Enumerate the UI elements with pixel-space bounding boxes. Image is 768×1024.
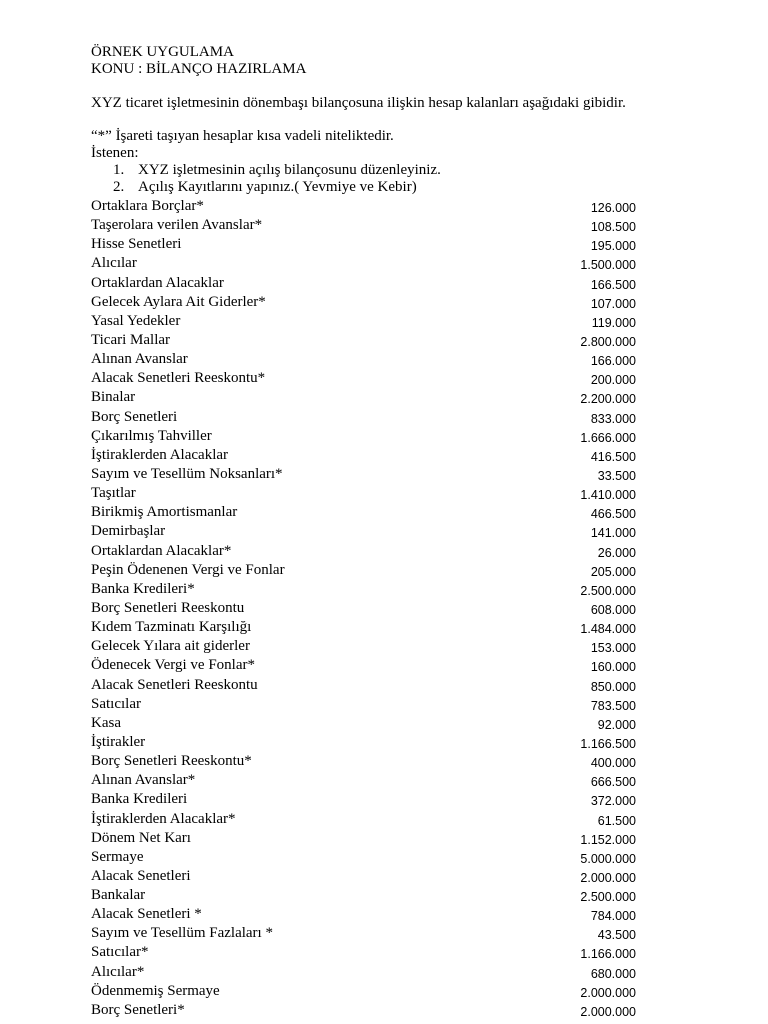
account-name: Ticari Mallar xyxy=(91,331,171,348)
requested-item xyxy=(113,179,441,196)
account-row xyxy=(91,294,636,313)
account-row xyxy=(91,447,636,466)
account-name: Sayım ve Tesellüm Noksanları* xyxy=(91,465,283,482)
document-subject: KONU : BİLANÇO HAZIRLAMA xyxy=(91,61,307,77)
account-row xyxy=(91,619,636,638)
account-row xyxy=(91,255,636,274)
account-name: Alınan Avanslar xyxy=(91,351,188,368)
account-amount: 2.000.000 xyxy=(580,870,636,885)
account-name: Taşerolara verilen Avanslar* xyxy=(91,217,263,234)
account-name: Binalar xyxy=(91,389,136,406)
account-amount: 108.500 xyxy=(590,220,636,235)
account-name: Yasal Yedekler xyxy=(91,312,181,329)
account-name: Alacak Senetleri * xyxy=(91,906,202,923)
account-amount: 1.666.000 xyxy=(580,430,636,445)
requested-item-text: Açılış Kayıtlarını yapınız.( Yevmiye ve Kebir) xyxy=(138,179,417,195)
account-amount: 153.000 xyxy=(590,641,636,656)
account-row xyxy=(91,504,636,523)
account-name: Ortaklara Borçlar* xyxy=(91,198,204,214)
account-name: Kıdem Tazminatı Karşılığı xyxy=(91,619,252,636)
account-amount: 5.000.000 xyxy=(580,851,636,866)
account-amount: 2.500.000 xyxy=(580,583,636,598)
account-row xyxy=(91,677,636,696)
account-amount: 160.000 xyxy=(590,660,636,675)
account-amount: 783.500 xyxy=(590,698,636,713)
account-amount: 466.500 xyxy=(590,507,636,522)
account-amount: 833.000 xyxy=(590,411,636,426)
account-amount: 1.166.000 xyxy=(580,947,636,962)
account-name: Demirbaşlar xyxy=(91,523,166,540)
account-amount: 1.166.500 xyxy=(580,736,636,751)
account-row xyxy=(91,389,636,408)
account-row xyxy=(91,236,636,255)
account-amount: 107.000 xyxy=(590,296,636,311)
account-row xyxy=(91,753,636,772)
account-amount: 200.000 xyxy=(590,373,636,388)
account-name: Alacak Senetleri Reeskontu* xyxy=(91,370,266,387)
requested-list xyxy=(113,162,441,196)
account-amount: 166.500 xyxy=(590,277,636,292)
account-row xyxy=(91,562,636,581)
requested-item-text: XYZ işletmesinin açılış bilançosunu düzenleyiniz. xyxy=(138,162,441,178)
account-name: Borç Senetleri xyxy=(91,408,178,425)
account-row xyxy=(91,543,636,562)
account-row xyxy=(91,217,636,236)
account-name: Sayım ve Tesellüm Fazlaları * xyxy=(91,925,273,942)
account-name: İştiraklerden Alacaklar xyxy=(91,446,229,463)
account-row xyxy=(91,715,636,734)
account-row xyxy=(91,734,636,753)
account-row xyxy=(91,581,636,600)
account-amount: 166.000 xyxy=(590,354,636,369)
account-name: Satıcılar* xyxy=(91,944,149,961)
requested-item xyxy=(113,162,441,179)
account-row xyxy=(91,485,636,504)
note-line: “*” İşareti taşıyan hesaplar kısa vadeli niteliktedir. xyxy=(91,128,394,144)
account-name: Alacak Senetleri Reeskontu xyxy=(91,676,258,693)
account-name: İştiraklerden Alacaklar* xyxy=(91,810,236,827)
account-amount: 92.000 xyxy=(597,717,636,732)
account-row xyxy=(91,332,636,351)
account-row xyxy=(91,198,636,217)
account-amount: 2.800.000 xyxy=(580,334,636,349)
account-name: Alacak Senetleri xyxy=(91,867,191,884)
account-amount: 400.000 xyxy=(590,756,636,771)
account-amount: 850.000 xyxy=(590,679,636,694)
account-amount: 2.000.000 xyxy=(580,985,636,1000)
intro-paragraph: XYZ ticaret işletmesinin dönembaşı bilançosuna ilişkin hesap kalanları aşağıdaki gibidir. xyxy=(91,95,626,111)
account-amount: 126.000 xyxy=(590,201,636,215)
account-row xyxy=(91,944,636,963)
account-row xyxy=(91,983,636,1002)
account-name: Çıkarılmış Tahviller xyxy=(91,427,212,444)
account-amount: 43.500 xyxy=(597,928,636,943)
account-row xyxy=(91,887,636,906)
account-row xyxy=(91,791,636,810)
account-row xyxy=(91,657,636,676)
document-title: ÖRNEK UYGULAMA xyxy=(91,44,234,60)
account-amount: 372.000 xyxy=(590,794,636,809)
account-name: Gelecek Yılara ait giderler xyxy=(91,638,250,655)
account-name: Alınan Avanslar* xyxy=(91,772,196,789)
account-name: Birikmiş Amortismanlar xyxy=(91,504,238,521)
account-row xyxy=(91,830,636,849)
account-amount: 666.500 xyxy=(590,775,636,790)
account-name: Hisse Senetleri xyxy=(91,236,182,253)
account-amount: 2.200.000 xyxy=(580,392,636,407)
account-name: Alıcılar xyxy=(91,255,137,272)
account-amount: 680.000 xyxy=(590,966,636,981)
account-amount: 1.152.000 xyxy=(580,832,636,847)
account-name: Peşin Ödenenen Vergi ve Fonlar xyxy=(91,561,285,578)
account-row xyxy=(91,466,636,485)
account-row xyxy=(91,772,636,791)
account-name: Dönem Net Karı xyxy=(91,829,191,846)
account-name: Ortaklardan Alacaklar* xyxy=(91,542,232,559)
account-row xyxy=(91,925,636,944)
account-row xyxy=(91,849,636,868)
account-name: Borç Senetleri Reeskontu* xyxy=(91,753,252,770)
requested-label: İstenen: xyxy=(91,145,139,161)
account-amount: 2.500.000 xyxy=(580,890,636,905)
account-row xyxy=(91,428,636,447)
account-row xyxy=(91,523,636,542)
account-name: Ortaklardan Alacaklar xyxy=(91,274,224,291)
account-list xyxy=(91,198,636,1021)
account-name: Borç Senetleri Reeskontu xyxy=(91,599,245,616)
account-name: Borç Senetleri* xyxy=(91,1001,185,1018)
account-name: Satıcılar xyxy=(91,695,141,712)
account-amount: 119.000 xyxy=(591,315,636,330)
account-amount: 26.000 xyxy=(597,545,636,560)
account-row xyxy=(91,351,636,370)
account-row xyxy=(91,600,636,619)
requested-item-number: 1. xyxy=(113,162,125,178)
requested-item-number: 2. xyxy=(113,179,125,195)
account-name: Taşıtlar xyxy=(91,485,136,502)
account-row xyxy=(91,275,636,294)
account-row xyxy=(91,964,636,983)
account-row xyxy=(91,868,636,887)
account-row xyxy=(91,638,636,657)
account-name: Sermaye xyxy=(91,848,144,865)
account-amount: 61.500 xyxy=(597,813,636,828)
account-amount: 141.000 xyxy=(590,526,636,541)
account-amount: 33.500 xyxy=(597,468,636,483)
account-name: Ödenecek Vergi ve Fonlar* xyxy=(91,657,255,674)
account-row xyxy=(91,906,636,925)
account-row xyxy=(91,1002,636,1021)
account-amount: 1.410.000 xyxy=(580,488,636,503)
account-amount: 784.000 xyxy=(590,909,636,924)
account-amount: 416.500 xyxy=(590,449,636,464)
account-name: Banka Kredileri* xyxy=(91,580,195,597)
account-amount: 1.484.000 xyxy=(580,622,636,637)
account-amount: 1.500.000 xyxy=(580,258,636,273)
account-name: Banka Kredileri xyxy=(91,791,188,808)
account-amount: 608.000 xyxy=(590,602,636,617)
account-row xyxy=(91,811,636,830)
account-row xyxy=(91,370,636,389)
account-amount: 2.000.000 xyxy=(580,1004,636,1019)
account-name: Ödenmemiş Sermaye xyxy=(91,982,220,999)
account-amount: 205.000 xyxy=(590,564,636,579)
account-amount: 195.000 xyxy=(590,239,636,254)
account-row xyxy=(91,313,636,332)
account-row xyxy=(91,409,636,428)
account-name: Alıcılar* xyxy=(91,963,145,980)
account-row xyxy=(91,696,636,715)
account-name: Gelecek Aylara Ait Giderler* xyxy=(91,293,266,310)
account-name: Kasa xyxy=(91,714,121,731)
account-name: Bankalar xyxy=(91,887,146,904)
account-name: İştirakler xyxy=(91,733,146,750)
